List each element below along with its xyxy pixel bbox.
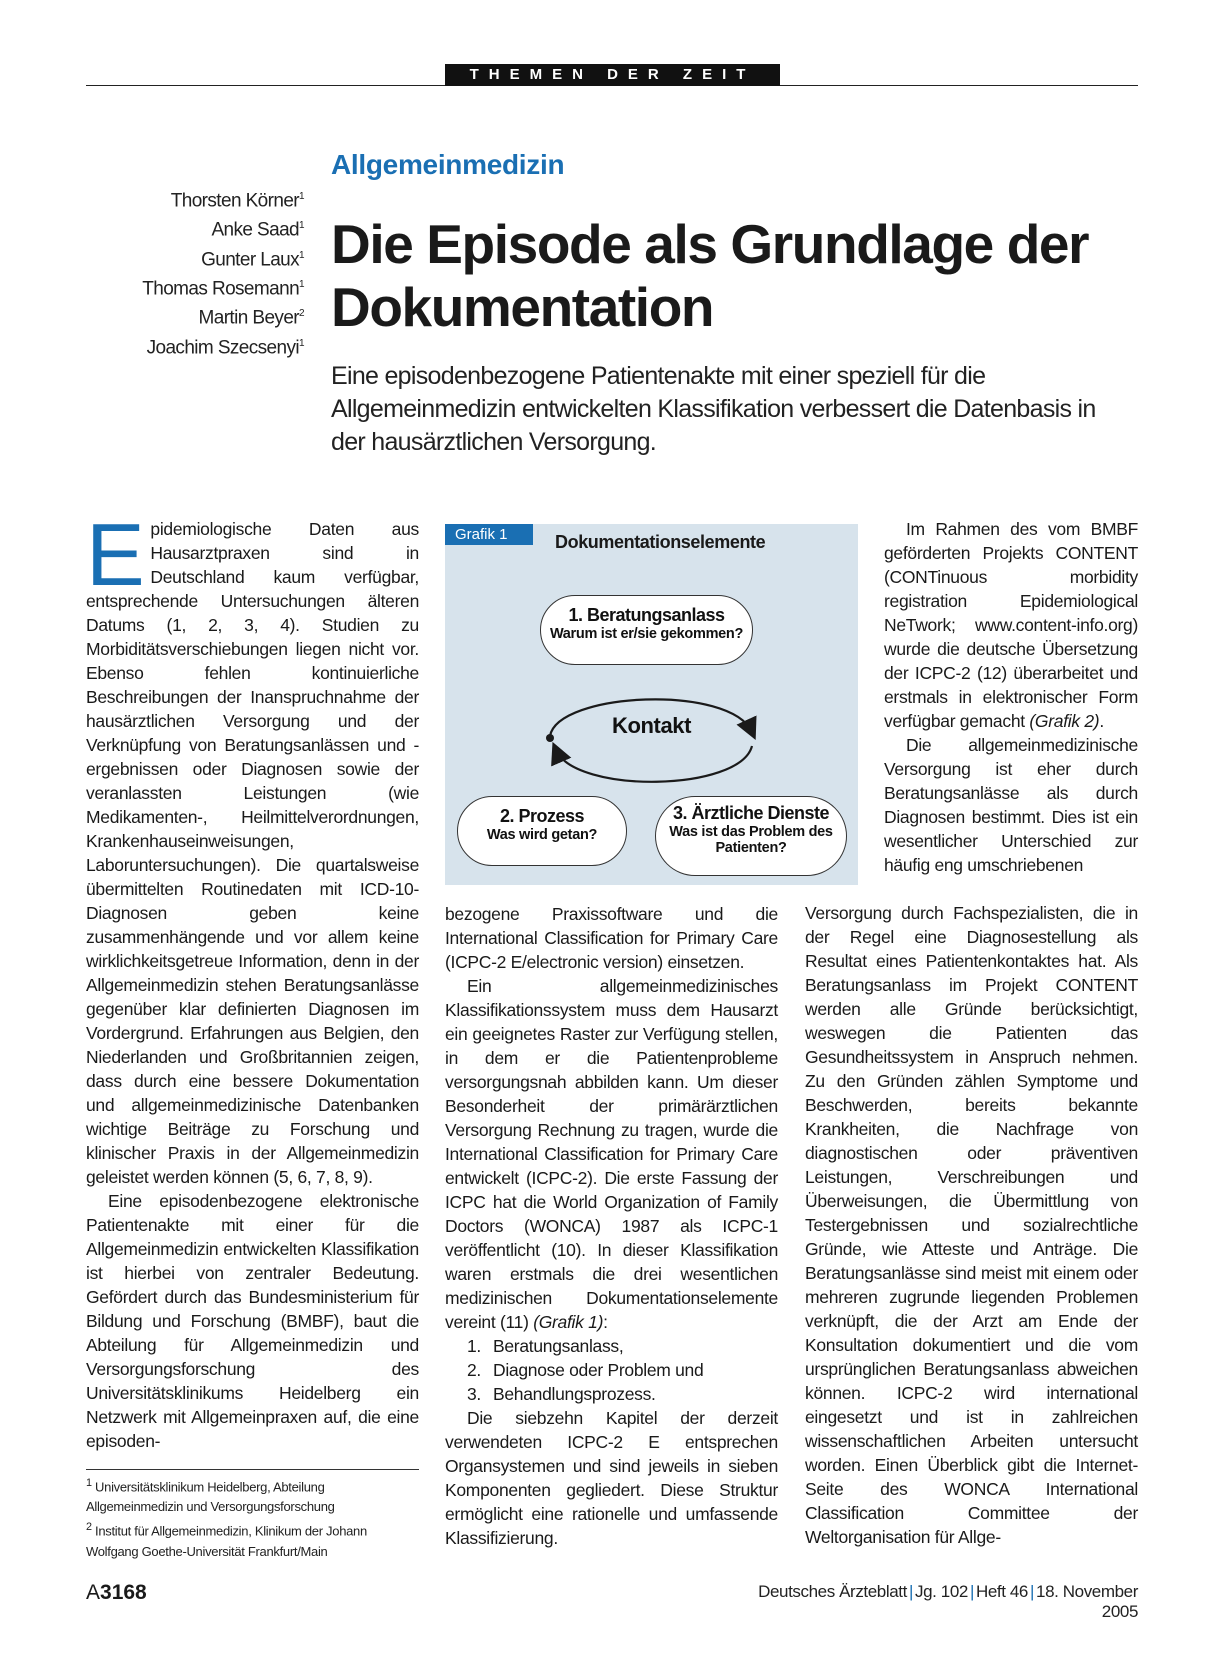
section-kicker: Allgemeinmedizin [331,149,565,180]
list-item: 3. Behandlungsprozess. [467,1384,656,1404]
figure-label: Grafik 1 [445,524,533,545]
body-paragraph: Die allgemeinmedizinische Versorgung ist eher durch Beratungsanlässe als durch Diagnosen bestimmt. Dies ist ein wesentlicher Unterschied zur häufig eng umschriebenen [884,735,1138,875]
body-paragraph: Eine episodenbezogene elektronische Patientenakte mit einer für die Allgemeinmedizin entwickelten Klassifikation ist hierbei von zentraler Bedeutung. Gefördert durch das Bundesministerium für Bildung und Forschung (BMBF), baut die Abteilung für Allgemeinmedizin und Versorgungsforschung des Universitätsklinikums Heidelberg ein Netzwerk mit Allgemeinpraxen auf, die eine episoden- [86,1191,419,1451]
author: Thomas Rosemann$^1$ [142,278,304,300]
author: Joachim Szecsenyi$^1$ [146,336,304,358]
author: Martin Beyer$^2$ [198,307,304,329]
figure-title: Dokumentationselemente [555,532,766,552]
article-subhead: Eine episodenbezogene Patientenakte mit einer speziell für die Allgemeinmedizin entwickelten Klassifikation verbessert die Datenbasis in der hausärztlichen Versorgung. [331,362,1096,456]
list-item: 2. Diagnose oder Problem und [467,1360,704,1380]
cycle-arrows-icon [540,674,765,804]
footnote-rule [86,1469,419,1470]
body-paragraph: Versorgung durch Fachspezialisten, die in der Regel eine Diagnosestellung als Resultat eines Patientenkontaktes hat. Als Beratungsanlass im Projekt CONTENT werden alle Gründe berücksichtigt, weswegen die Patienten das Gesundheitssystem in Anspruch nehmen. Zu den Gründen zählen Symptome und Beschwerden, bereits bekannte Krankheiten, die Nachfrage von diagnostischen oder präventiven Leistungen, Verschreibungen und Überweisungen, die Übermittlung von Testergebnissen und sozialrechtliche Gründe, wie Atteste und Anträge. Die Beratungsanlässe sind meist mit einem oder mehreren zugrunde liegenden Problemen verknüpft, die der Arzt am Ende der Konsultation dokumentiert und die vom ursprünglichen Beratungsanlass abweichen können. ICPC-2 wird international eingesetzt und ist in zahlreichen wissenschaftlichen Arbeiten untersucht worden. Einen Überblick gibt die Internet-Seite des WONCA International Classification Committee der Weltorganisation für Allge- [805,903,1138,1547]
body-column-2 [445,902,778,1550]
footnote: $^2$ Institut für Allgemeinmedizin, Klinikum der Johann Wolfgang Goethe-Universität Frankfurt/Main [86,1521,367,1559]
article-headline: Die Episode als Grundlage der Dokumentation [331,213,1089,338]
element-prozess: 2. Prozess Was wird getan? [457,796,627,866]
drop-cap: E [86,505,145,604]
author: Anke Saad$^1$ [211,219,304,241]
body-column-3-top [884,517,1138,877]
body-paragraph: Ein allgemeinmedizinisches Klassifikationssystem muss dem Hausarzt ein geeignetes Raster zur Verfügung stellen, in dem er die Patientenprobleme versorgungsnah abbilden kann. Um dieser Besonderheit der primärärztlichen Versorgung Rechnung zu tragen, wurde die International Classification for Primary Care entwickelt (ICPC-2). Die erste Fassung der ICPC hat die World Organization of Family Doctors (WONCA) 1987 als ICPC-1 veröffentlicht (10). In dieser Klassifikation waren erstmals die drei wesentlichen medizinischen Dokumentationselemente vereint (11) (Grafik 1): [445,976,778,1332]
body-column-1 [86,505,419,1453]
body-paragraph: Epidemiologische Daten aus Hausarztpraxen sind in Deutschland kaum verfügbar, entsprechende Untersuchungen älteren Datums (1, 2, 3, 4). Studien zu Morbiditätsverschiebungen liegen nicht vor. Ebenso fehlen kontinuierliche Beschreibungen der Inanspruchnahme der hausärztlichen Versorgung und der Verknüpfung von Beratungsanlässen und -ergebnissen oder Diagnosen sowie der veranlassten Leistungen (wie Medikamenten-, Heilmittelverordnungen, Krankenhauseinweisungen, Laboruntersuchungen). Die quartalsweise übermittelten Routinedaten mit ICD-10-Diagnosen geben keine zusammenhängende und vor allem keine wirklichkeitsgetreue Information, denn in der Allgemeinmedizin stehen Beratungsanlässe gegenüber klar definierten Diagnosen im Vordergrund. Erfahrungen aus Belgien, den Niederlanden und Großbritannien zeigen, dass durch eine bessere Dokumentation und allgemeinmedizinische Datenbanken wichtige Beiträge zu Forschung und klinischer Praxis in der Allgemeinmedizin geleistet werden können (5, 6, 7, 8, 9). [86,505,419,1187]
list-item: 1. Beratungsanlass, [467,1336,624,1356]
footnotes [86,1473,419,1562]
body-paragraph: Im Rahmen des vom BMBF geförderten Projekts CONTENT (CONTinuous morbidity registration Epidemiological NeTwork; www.content-info.org) wurde die deutsche Übersetzung der ICPC-2 (12) überarbeitet und erstmals in elektronischer Form verfügbar gemacht (Grafik 2). [884,519,1138,731]
element-aerztliche-dienste: 3. Ärztliche Dienste Was ist das Problem des Patienten? [655,796,847,876]
footnote: $^1$ Universitätsklinikum Heidelberg, Abteilung Allgemeinmedizin und Versorgungsforschung [86,1477,335,1515]
body-paragraph: bezogene Praxissoftware und die International Classification for Primary Care (ICPC-2 E/electronic version) einsetzen. [445,904,778,972]
author: Thorsten Körner$^1$ [170,190,304,212]
section-banner: THEMEN DER ZEIT [445,64,780,86]
body-column-3-bottom [805,901,1138,1549]
figure-reference: (Grafik 2) [1029,711,1100,731]
element-beratungsanlass: 1. Beratungsanlass Warum ist er/sie gekommen? [540,595,753,665]
body-paragraph: Die siebzehn Kapitel der derzeit verwendeten ICPC-2 E entsprechen Organsystemen und sind jeweils in sieben Komponenten gegliedert. Diese Struktur ermöglicht eine rationelle und umfassende Klassifizierung. [445,1408,778,1548]
page-number: A3168 [86,1581,147,1604]
figure-reference: (Grafik 1) [533,1312,604,1332]
figure-grafik-1 [445,524,858,885]
author: Gunter Laux$^1$ [201,248,304,270]
journal-info: Deutsches Ärzteblatt | Jg. 102 | Heft 46 | 18. November 2005 [758,1582,1138,1621]
cycle-center-label: Kontakt [611,713,692,738]
author-list [86,184,304,360]
